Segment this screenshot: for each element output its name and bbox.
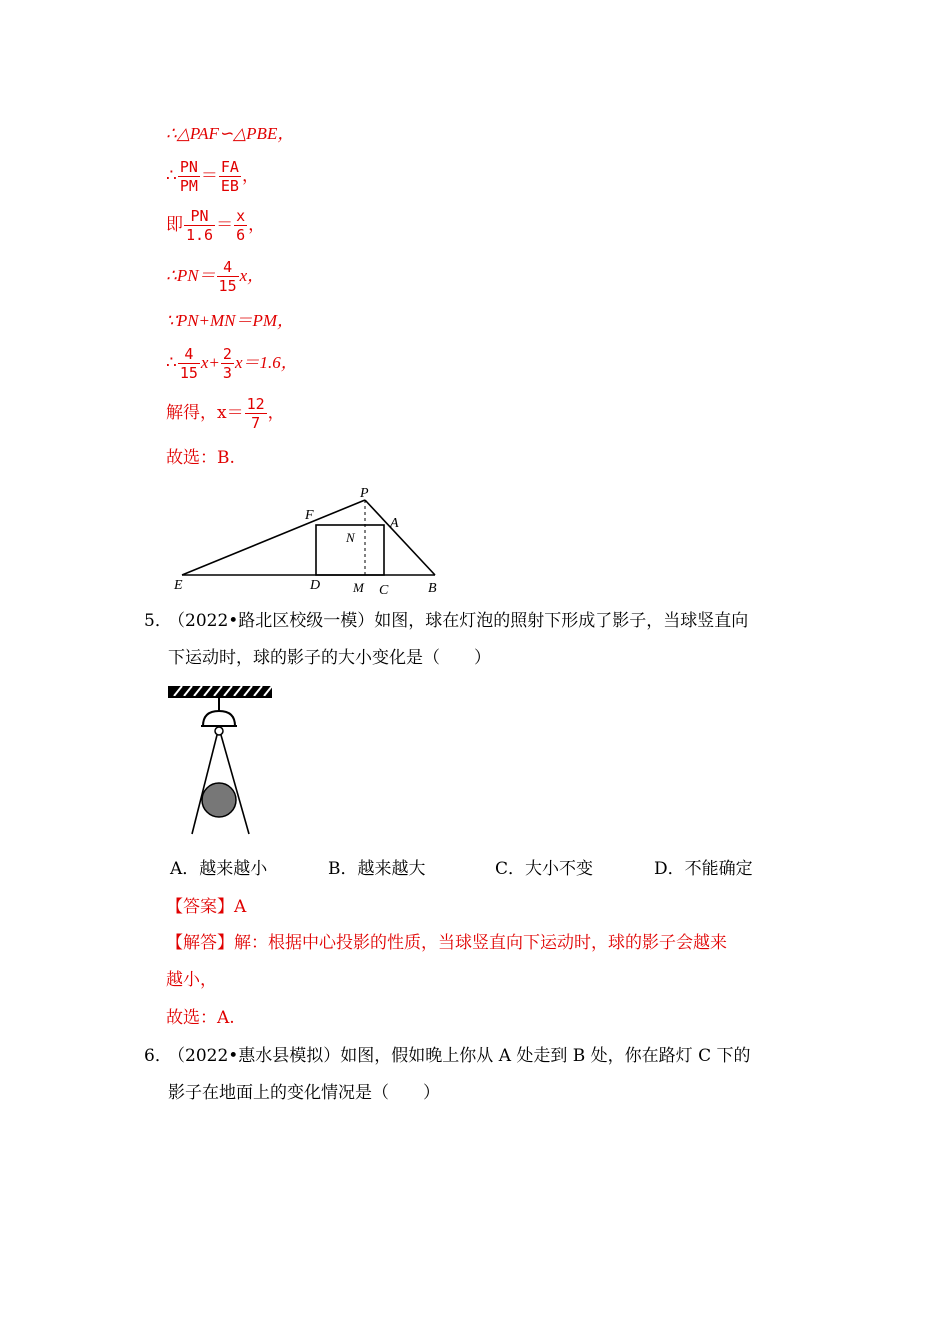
fraction: $\frac{4}{15}$ xyxy=(179,345,198,382)
option-a[interactable]: A．越来越小 xyxy=(170,859,268,879)
fraction: $\frac{4}{15}$ xyxy=(218,258,237,295)
line-pb xyxy=(365,500,435,575)
option-d[interactable]: D．不能确定 xyxy=(654,859,753,879)
solution-line-substitute: 即 $\frac{PN}{1.6}$ ＝ $\frac{x}{6}$ ， xyxy=(166,207,266,244)
question-text: 下运动时，球的影子的大小变化是（ ） xyxy=(168,648,491,668)
label-m: M xyxy=(353,580,364,595)
choose-line: 故选：A. xyxy=(166,1008,235,1028)
solution-line-pn: ∴PN＝ $\frac{4}{15}$ x， xyxy=(166,258,265,295)
analysis-line: 越小， xyxy=(166,970,217,990)
label-c: C xyxy=(379,583,389,598)
ball-icon xyxy=(202,783,236,817)
fraction: $\frac{12}{7}$ xyxy=(246,395,265,432)
label-b: B xyxy=(428,581,437,596)
question-number: 5． xyxy=(144,611,172,631)
solution-line-sum: ∵PN+MN＝PM， xyxy=(166,311,295,330)
solution-line-choose: 故选：B. xyxy=(166,448,235,468)
solution-line-solve: 解得，x＝ $\frac{12}{7}$ ， xyxy=(166,395,285,432)
ceiling-hatch xyxy=(168,686,272,697)
bulb-icon xyxy=(215,727,223,735)
lamp-shade-icon xyxy=(203,711,235,726)
solution-line-similar: ∴△PAF∽△PBE， xyxy=(166,124,295,143)
question-text: 影子在地面上的变化情况是（ ） xyxy=(168,1083,440,1103)
geometry-figure xyxy=(160,482,450,598)
label-p: P xyxy=(360,486,369,501)
fraction: $\frac{PN}{PM}$ xyxy=(179,158,198,195)
label-n: N xyxy=(346,530,355,545)
label-f: F xyxy=(305,508,314,523)
solution-line-ratio: ∴ $\frac{PN}{PM}$ ＝ $\frac{FA}{EB}$ ， xyxy=(166,158,259,195)
option-c[interactable]: C．大小不变 xyxy=(495,859,594,879)
label-a: A xyxy=(390,516,399,531)
solution-line-equation: ∴ $\frac{4}{15}$ x+ $\frac{2}{3}$ x＝1.6， xyxy=(166,345,298,382)
question-text: （2022•惠水县模拟）如图，假如晚上你从 A 处走到 B 处，你在路灯 C 下的 xyxy=(168,1046,751,1066)
label-e: E xyxy=(174,578,183,593)
lamp-ball-figure xyxy=(166,684,276,840)
question-text: （2022•路北区校级一模）如图，球在灯泡的照射下形成了影子，当球竖直向 xyxy=(168,611,749,631)
fraction: $\frac{FA}{EB}$ xyxy=(220,158,239,195)
analysis-line: 【解答】解：根据中心投影的性质，当球竖直向下运动时，球的影子会越来 xyxy=(166,933,727,953)
fraction: $\frac{x}{6}$ xyxy=(236,207,246,244)
answer-line: 【答案】A xyxy=(166,897,247,917)
label-d: D xyxy=(310,578,321,593)
fraction: $\frac{PN}{1.6}$ xyxy=(186,207,214,244)
option-b[interactable]: B．越来越大 xyxy=(328,859,426,879)
fraction: $\frac{2}{3}$ xyxy=(222,345,232,382)
line-ep xyxy=(182,500,365,575)
question-number: 6． xyxy=(144,1046,172,1066)
